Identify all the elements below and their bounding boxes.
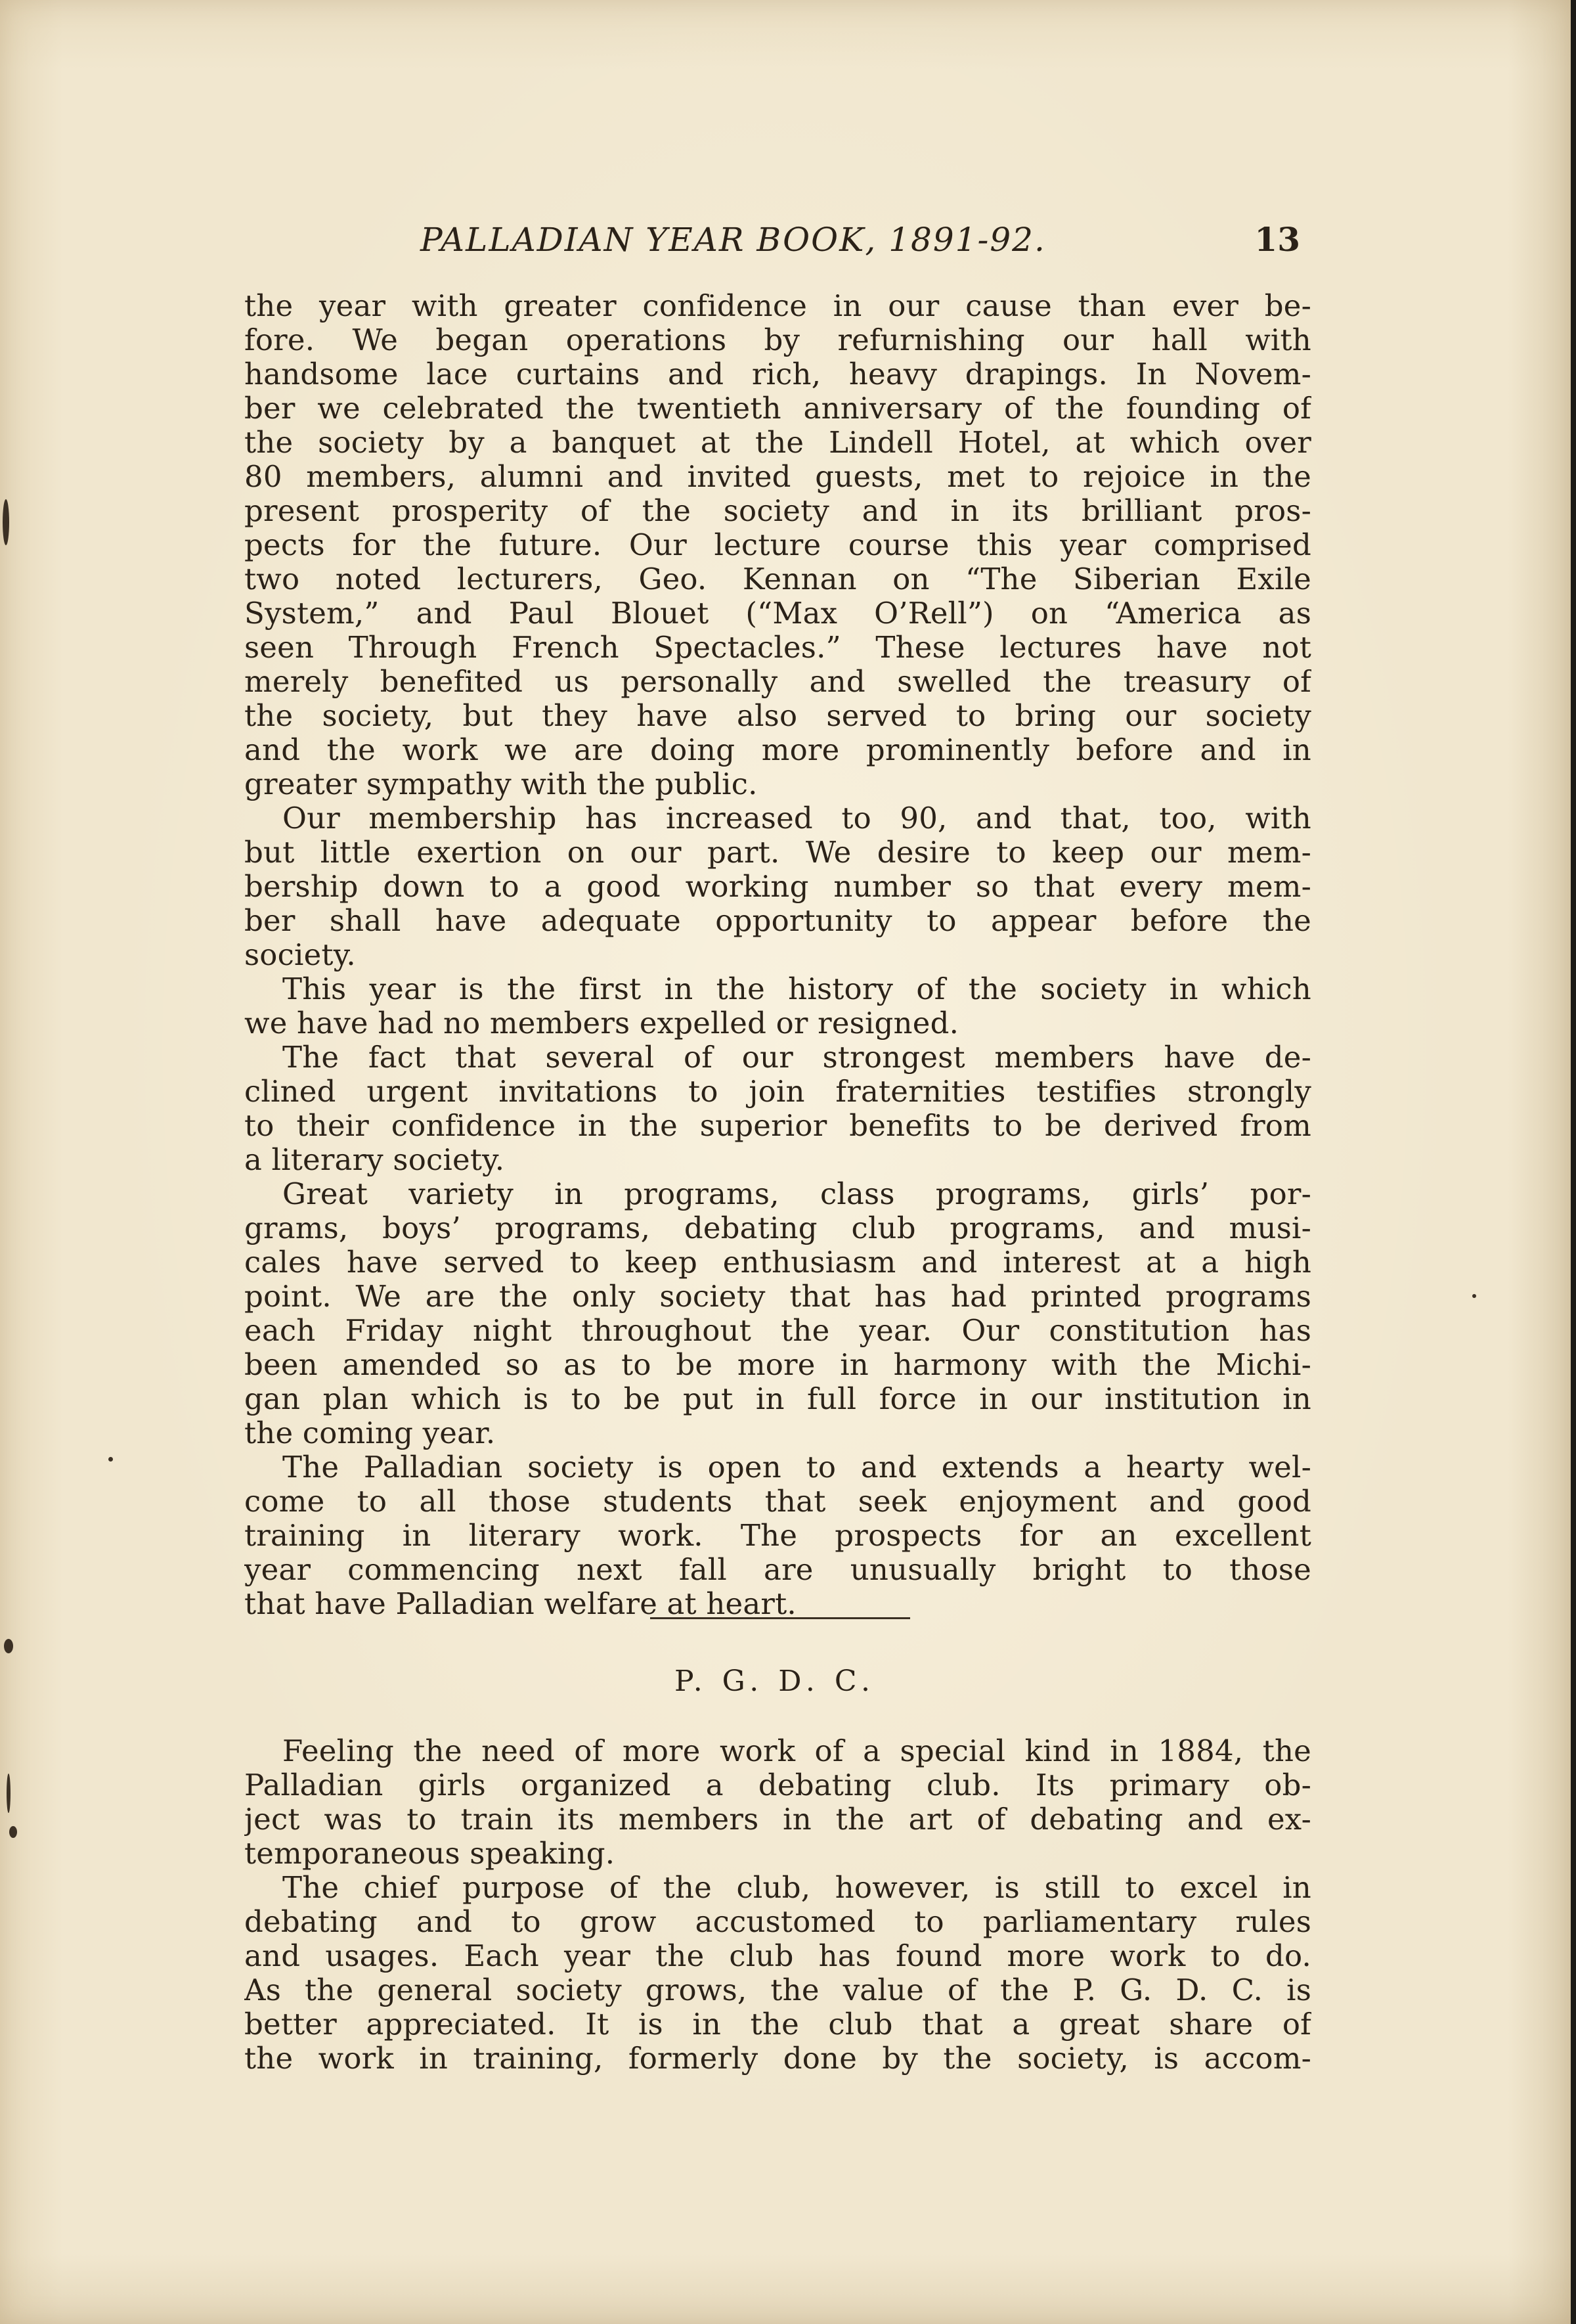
text-line: Feeling the need of more work of a special kind in 1884, the	[282, 1734, 1311, 1768]
text-line: The fact that several of our strongest members have de-	[282, 1040, 1311, 1075]
text-line: that have Palladian welfare at heart.	[244, 1587, 797, 1621]
section-1-body	[244, 289, 1311, 1621]
text-line: society.	[244, 938, 356, 972]
text-line: point. We are the only society that has had printed programs	[244, 1280, 1311, 1314]
binding-mark	[7, 1774, 11, 1813]
section-divider	[650, 1617, 910, 1619]
text-line: the work in training, formerly done by the society, is accom-	[244, 2042, 1311, 2076]
text-line: training in literary work. The prospects for an excellent	[244, 1519, 1311, 1553]
text-line: seen Through French Spectacles.” These lectures have not	[244, 631, 1311, 665]
text-line: a literary society.	[244, 1143, 505, 1177]
page-number: 13	[1254, 220, 1300, 259]
text-line: Palladian girls organized a debating club. Its primary ob-	[244, 1768, 1311, 1802]
text-line: the year with greater confidence in our cause than ever be-	[244, 289, 1311, 323]
text-line: cales have served to keep enthusiasm and interest at a high	[244, 1245, 1311, 1280]
text-line: been amended so as to be more in harmony with the Michi-	[244, 1348, 1311, 1382]
binding-mark	[4, 1639, 13, 1653]
text-line: fore. We began operations by refurnishing our hall with	[244, 323, 1311, 357]
text-line: System,” and Paul Blouet (“Max O’Rell”) on “America as	[244, 596, 1311, 631]
text-line: As the general society grows, the value of the P. G. D. C. is	[244, 1973, 1311, 2007]
text-line: present prosperity of the society and in its brilliant pros-	[244, 494, 1311, 528]
running-head	[420, 217, 1313, 263]
text-line: Great variety in programs, class programs, girls’ por-	[282, 1177, 1311, 1211]
text-line: The chief purpose of the club, however, is still to excel in	[282, 1871, 1311, 1905]
text-line: The Palladian society is open to and extends a hearty wel-	[282, 1450, 1311, 1485]
text-line: debating and to grow accustomed to parliamentary rules	[244, 1905, 1311, 1939]
text-line: bership down to a good working number so that every mem-	[244, 870, 1311, 904]
page-edge	[1571, 0, 1576, 2324]
text-line: to their confidence in the superior benefits to be derived from	[244, 1109, 1311, 1143]
text-line: the coming year.	[244, 1416, 496, 1450]
text-line: and usages. Each year the club has found more work to do.	[244, 1939, 1311, 1973]
binding-mark	[9, 1826, 17, 1838]
section-2-body	[244, 1734, 1311, 2076]
text-line: and the work we are doing more prominently before and in	[244, 733, 1311, 767]
text-line: come to all those students that seek enjoyment and good	[244, 1485, 1311, 1519]
text-line: 80 members, alumni and invited guests, met to rejoice in the	[244, 460, 1311, 494]
paper-speck	[1472, 1294, 1476, 1298]
text-line: ber shall have adequate opportunity to appear before the	[244, 904, 1311, 938]
text-line: we have had no members expelled or resigned.	[244, 1006, 959, 1040]
text-line: gan plan which is to be put in full force in our institution in	[244, 1382, 1311, 1416]
text-line: the society, but they have also served to bring our society	[244, 699, 1311, 733]
text-line: Our membership has increased to 90, and that, too, with	[282, 801, 1311, 836]
text-line: the society by a banquet at the Lindell Hotel, at which over	[244, 426, 1311, 460]
text-line: grams, boys’ programs, debating club programs, and musi-	[244, 1211, 1311, 1245]
text-line: temporaneous speaking.	[244, 1837, 615, 1871]
text-line: each Friday night throughout the year. Our constitution has	[244, 1314, 1311, 1348]
text-line: handsome lace curtains and rich, heavy drapings. In Novem-	[244, 357, 1311, 391]
text-line: better appreciated. It is in the club that a great share of	[244, 2007, 1311, 2042]
text-line: ject was to train its members in the art of debating and ex-	[244, 1802, 1311, 1837]
text-line: ber we celebrated the twentieth anniversary of the founding of	[244, 391, 1311, 426]
paper-speck	[108, 1457, 113, 1462]
text-line: This year is the first in the history of the society in which	[282, 972, 1311, 1006]
text-line: merely benefited us personally and swelled the treasury of	[244, 665, 1311, 699]
text-line: two noted lecturers, Geo. Kennan on “The Siberian Exile	[244, 562, 1311, 596]
section-heading: P. G. D. C.	[674, 1665, 875, 1698]
binding-mark	[3, 499, 9, 545]
text-line: but little exertion on our part. We desire to keep our mem-	[244, 836, 1311, 870]
text-line: pects for the future. Our lecture course this year comprised	[244, 528, 1311, 562]
text-line: greater sympathy with the public.	[244, 767, 758, 801]
text-line: clined urgent invitations to join fraternities testifies strongly	[244, 1075, 1311, 1109]
running-title: PALLADIAN YEAR BOOK, 1891-92.	[420, 221, 1046, 259]
text-line: year commencing next fall are unusually bright to those	[244, 1553, 1311, 1587]
